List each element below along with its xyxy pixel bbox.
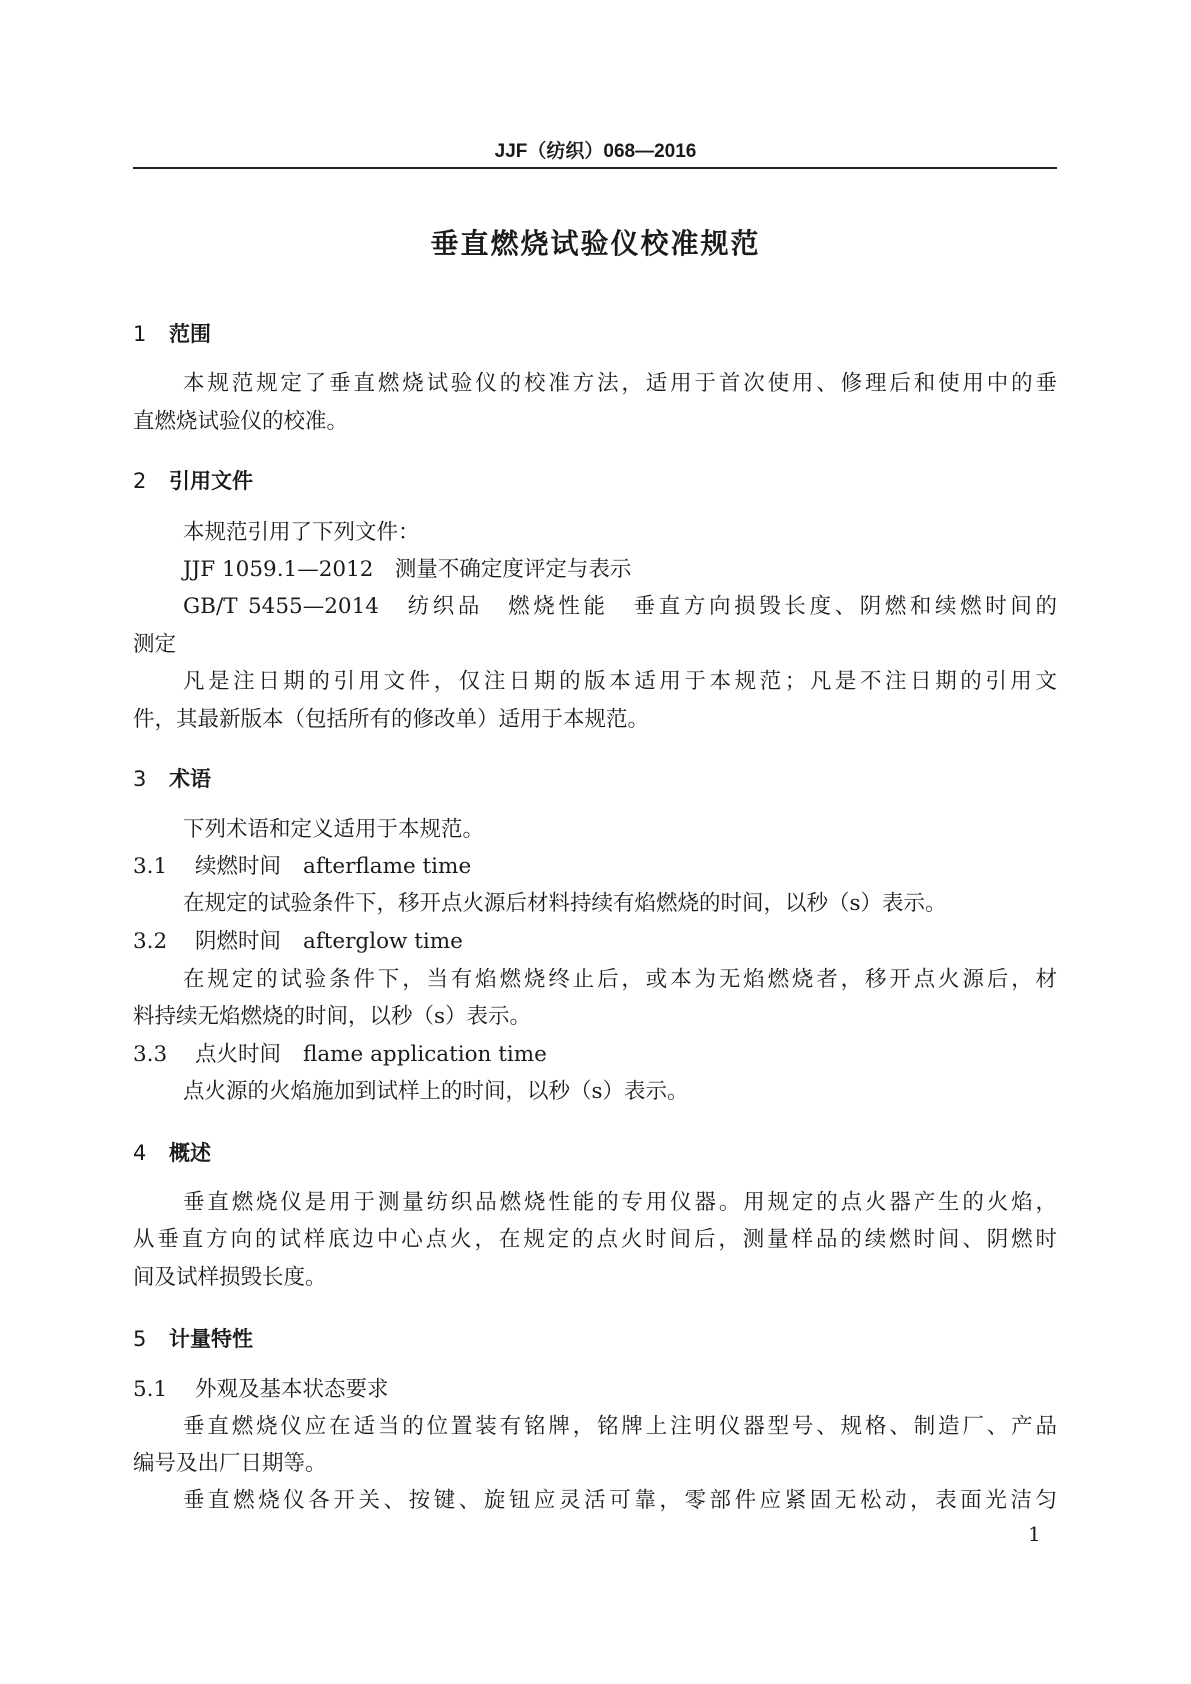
reference-item: GB/T 5455—2014 纺织品 燃烧性能 垂直方向损毁长度、阴燃和续燃时间的: [183, 594, 1057, 619]
section-heading: [133, 465, 253, 495]
term-heading: [133, 928, 1057, 956]
paragraph-line: 在规定的试验条件下，当有焰燃烧终止后，或本为无焰燃烧者，移开点火源后，材: [183, 967, 1057, 992]
paragraph-line: 间及试样损毁长度。: [133, 1265, 327, 1290]
paragraph-line: 在规定的试验条件下，移开点火源后材料持续有焰燃烧的时间，以秒（s）表示。: [183, 891, 947, 916]
term-en: afterglow time: [303, 929, 463, 954]
paragraph-line: 下列术语和定义适用于本规范。: [183, 817, 485, 842]
term-zh: 点火时间: [195, 1042, 282, 1067]
subsection-heading: [133, 1376, 1057, 1404]
section-number: 4: [133, 1141, 147, 1165]
paragraph-line: 本规范规定了垂直燃烧试验仪的校准方法，适用于首次使用、修理后和使用中的垂: [183, 371, 1057, 396]
section-heading: [133, 1323, 253, 1353]
paragraph-line: 料持续无焰燃烧的时间，以秒（s）表示。: [133, 1004, 532, 1029]
paragraph-line: 凡是注日期的引用文件，仅注日期的版本适用于本规范；凡是不注日期的引用文: [183, 669, 1057, 694]
page-title: 垂直燃烧试验仪校准规范: [430, 227, 761, 260]
page-number: 1: [1028, 1522, 1041, 1546]
paragraph-line: 从垂直方向的试样底边中心点火，在规定的点火时间后，测量样品的续燃时间、阴燃时: [133, 1227, 1057, 1252]
section-title: 概述: [169, 1141, 211, 1165]
paragraph-line: 垂直燃烧仪应在适当的位置装有铭牌，铭牌上注明仪器型号、规格、制造厂、产品: [183, 1414, 1057, 1439]
paragraph-line: 垂直燃烧仪各开关、按键、旋钮应灵活可靠，零部件应紧固无松动，表面光洁匀: [183, 1488, 1057, 1513]
section-title: 计量特性: [169, 1327, 253, 1351]
term-en: flame application time: [303, 1042, 547, 1067]
term-number: 3.1: [133, 854, 168, 879]
reference-item: JJF 1059.1—2012 测量不确定度评定与表示: [183, 557, 632, 582]
term-number: 3.3: [133, 1042, 168, 1067]
section-title: 术语: [169, 767, 211, 791]
section-number: 5: [133, 1327, 147, 1351]
section-heading: [133, 763, 211, 793]
paragraph-line: 件，其最新版本（包括所有的修改单）适用于本规范。: [133, 707, 650, 732]
section-number: 3: [133, 767, 147, 791]
paragraph-line: 本规范引用了下列文件：: [183, 520, 420, 545]
paragraph-line: 直燃烧试验仪的校准。: [133, 409, 349, 434]
section-title: 引用文件: [169, 469, 253, 493]
paragraph-line: 测定: [133, 632, 177, 657]
term-heading: [133, 853, 1057, 881]
section-number: 1: [133, 322, 147, 346]
term-zh: 阴燃时间: [195, 929, 282, 954]
header-rule: [133, 167, 1057, 169]
section-title: 范围: [169, 322, 211, 346]
section-number: 2: [133, 469, 147, 493]
term-number: 3.2: [133, 929, 168, 954]
subsection-title: 外观及基本状态要求: [195, 1377, 389, 1402]
subsection-number: 5.1: [133, 1377, 168, 1402]
running-header: JJF（纺织）068—2016: [494, 141, 697, 162]
paragraph-line: 编号及出厂日期等。: [133, 1451, 327, 1476]
section-heading: [133, 318, 211, 348]
section-heading: [133, 1137, 211, 1167]
paragraph-line: 点火源的火焰施加到试样上的时间，以秒（s）表示。: [183, 1079, 689, 1104]
term-en: afterflame time: [303, 854, 472, 879]
paragraph-line: 垂直燃烧仪是用于测量纺织品燃烧性能的专用仪器。用规定的点火器产生的火焰，: [183, 1190, 1057, 1215]
term-heading: [133, 1041, 1057, 1069]
term-zh: 续燃时间: [195, 854, 282, 879]
